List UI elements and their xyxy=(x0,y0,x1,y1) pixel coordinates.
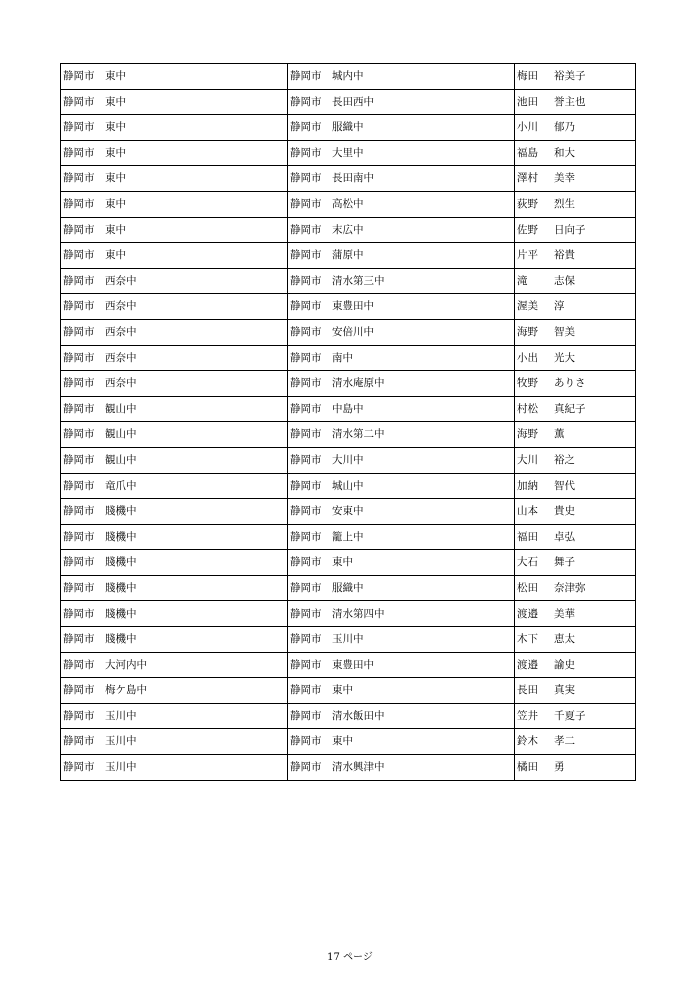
teacher-name-cell xyxy=(515,345,636,371)
former-city: 静岡市 xyxy=(63,530,95,543)
former-school: 西奈中 xyxy=(105,325,137,338)
new-school: 清水第二中 xyxy=(332,428,385,441)
new-school: 東中 xyxy=(332,556,353,569)
teacher-given-name: 淳 xyxy=(554,300,565,313)
new-school: 大川中 xyxy=(332,453,364,466)
teacher-surname: 松田 xyxy=(517,581,538,594)
teacher-name-cell xyxy=(515,294,636,320)
table-row xyxy=(61,140,636,166)
new-city: 静岡市 xyxy=(290,709,322,722)
former-school: 玉川中 xyxy=(105,735,137,748)
former-city: 静岡市 xyxy=(63,146,95,159)
table-row xyxy=(61,89,636,115)
teacher-name-cell xyxy=(515,166,636,192)
new-school: 服織中 xyxy=(332,121,364,134)
teacher-given-name: 和大 xyxy=(554,146,575,159)
teacher-given-name: 誉主也 xyxy=(554,95,586,108)
new-school-cell xyxy=(288,575,515,601)
new-school: 東中 xyxy=(332,735,353,748)
former-school-cell xyxy=(61,268,288,294)
new-school: 長田西中 xyxy=(332,95,374,108)
former-school-cell xyxy=(61,243,288,269)
new-city: 静岡市 xyxy=(290,95,322,108)
new-city: 静岡市 xyxy=(290,172,322,185)
teacher-name-cell xyxy=(515,64,636,90)
former-school-cell xyxy=(61,345,288,371)
teacher-name-cell xyxy=(515,319,636,345)
table-row xyxy=(61,652,636,678)
former-city: 静岡市 xyxy=(63,351,95,364)
former-school: 観山中 xyxy=(105,453,137,466)
transfer-table-body xyxy=(61,64,636,781)
former-city: 静岡市 xyxy=(63,172,95,185)
teacher-given-name: 奈津弥 xyxy=(554,581,586,594)
teacher-given-name: 勇 xyxy=(554,761,565,774)
former-city: 静岡市 xyxy=(63,223,95,236)
table-row xyxy=(61,319,636,345)
teacher-surname: 海野 xyxy=(517,325,538,338)
teacher-given-name: 恵太 xyxy=(554,633,575,646)
teacher-name-cell xyxy=(515,627,636,653)
teacher-name-cell xyxy=(515,191,636,217)
former-school-cell xyxy=(61,652,288,678)
transfer-table xyxy=(60,63,636,781)
new-school-cell xyxy=(288,652,515,678)
new-city: 静岡市 xyxy=(290,505,322,518)
new-city: 静岡市 xyxy=(290,761,322,774)
new-school-cell xyxy=(288,473,515,499)
new-school-cell xyxy=(288,755,515,781)
new-school: 末広中 xyxy=(332,223,364,236)
former-school: 東中 xyxy=(105,172,126,185)
new-school-cell xyxy=(288,371,515,397)
former-school: 東中 xyxy=(105,70,126,83)
new-city: 静岡市 xyxy=(290,684,322,697)
teacher-name-cell xyxy=(515,140,636,166)
former-school-cell xyxy=(61,729,288,755)
new-city: 静岡市 xyxy=(290,607,322,620)
new-school-cell xyxy=(288,115,515,141)
table-row xyxy=(61,550,636,576)
table-row xyxy=(61,447,636,473)
table-row xyxy=(61,166,636,192)
table-row xyxy=(61,755,636,781)
teacher-surname: 牧野 xyxy=(517,377,538,390)
new-school-cell xyxy=(288,89,515,115)
teacher-name-cell xyxy=(515,396,636,422)
new-school: 東中 xyxy=(332,684,353,697)
former-city: 静岡市 xyxy=(63,325,95,338)
former-school: 大河内中 xyxy=(105,658,147,671)
former-school: 東中 xyxy=(105,198,126,211)
page-number: 17 ページ xyxy=(327,952,373,963)
new-city: 静岡市 xyxy=(290,530,322,543)
teacher-surname: 滝 xyxy=(517,274,528,287)
new-city: 静岡市 xyxy=(290,479,322,492)
former-city: 静岡市 xyxy=(63,70,95,83)
new-school-cell xyxy=(288,447,515,473)
new-school-cell xyxy=(288,524,515,550)
former-city: 静岡市 xyxy=(63,121,95,134)
teacher-given-name: 烈生 xyxy=(554,198,575,211)
new-school: 清水第三中 xyxy=(332,274,385,287)
new-school-cell xyxy=(288,703,515,729)
former-school-cell xyxy=(61,601,288,627)
former-school: 東中 xyxy=(105,95,126,108)
former-city: 静岡市 xyxy=(63,581,95,594)
former-school: 賤機中 xyxy=(105,633,137,646)
table-row xyxy=(61,243,636,269)
table-row xyxy=(61,524,636,550)
teacher-given-name: 裕之 xyxy=(554,453,575,466)
teacher-surname: 池田 xyxy=(517,95,538,108)
teacher-name-cell xyxy=(515,601,636,627)
former-city: 静岡市 xyxy=(63,684,95,697)
new-school-cell xyxy=(288,499,515,525)
new-school-cell xyxy=(288,396,515,422)
former-city: 静岡市 xyxy=(63,761,95,774)
table-row xyxy=(61,601,636,627)
teacher-name-cell xyxy=(515,422,636,448)
former-school-cell xyxy=(61,191,288,217)
teacher-surname: 渡邉 xyxy=(517,658,538,671)
former-school-cell xyxy=(61,217,288,243)
former-city: 静岡市 xyxy=(63,658,95,671)
teacher-given-name: 薫 xyxy=(554,428,565,441)
teacher-name-cell xyxy=(515,550,636,576)
new-school: 東豊田中 xyxy=(332,658,374,671)
new-city: 静岡市 xyxy=(290,325,322,338)
former-school: 梅ケ島中 xyxy=(105,684,147,697)
former-school: 西奈中 xyxy=(105,300,137,313)
former-city: 静岡市 xyxy=(63,633,95,646)
table-row xyxy=(61,729,636,755)
new-city: 静岡市 xyxy=(290,633,322,646)
former-school-cell xyxy=(61,755,288,781)
new-school: 玉川中 xyxy=(332,633,364,646)
teacher-surname: 佐野 xyxy=(517,223,538,236)
teacher-name-cell xyxy=(515,268,636,294)
new-school: 清水庵原中 xyxy=(332,377,385,390)
new-school: 南中 xyxy=(332,351,353,364)
new-city: 静岡市 xyxy=(290,377,322,390)
new-school: 大里中 xyxy=(332,146,364,159)
former-school-cell xyxy=(61,550,288,576)
former-school: 東中 xyxy=(105,121,126,134)
former-school-cell xyxy=(61,319,288,345)
teacher-surname: 荻野 xyxy=(517,198,538,211)
teacher-given-name: 美幸 xyxy=(554,172,575,185)
new-school: 籠上中 xyxy=(332,530,364,543)
teacher-given-name: 諭史 xyxy=(554,658,575,671)
former-school: 賤機中 xyxy=(105,607,137,620)
table-row xyxy=(61,371,636,397)
new-school: 長田南中 xyxy=(332,172,374,185)
table-row xyxy=(61,473,636,499)
teacher-given-name: 美華 xyxy=(554,607,575,620)
teacher-surname: 鈴木 xyxy=(517,735,538,748)
teacher-surname: 村松 xyxy=(517,402,538,415)
new-school-cell xyxy=(288,601,515,627)
new-city: 静岡市 xyxy=(290,402,322,415)
teacher-given-name: 光大 xyxy=(554,351,575,364)
former-city: 静岡市 xyxy=(63,709,95,722)
teacher-name-cell xyxy=(515,703,636,729)
former-city: 静岡市 xyxy=(63,479,95,492)
table-row xyxy=(61,345,636,371)
new-city: 静岡市 xyxy=(290,453,322,466)
former-city: 静岡市 xyxy=(63,607,95,620)
new-city: 静岡市 xyxy=(290,70,322,83)
table-row xyxy=(61,217,636,243)
new-school-cell xyxy=(288,243,515,269)
former-school: 賤機中 xyxy=(105,556,137,569)
new-school: 高松中 xyxy=(332,198,364,211)
new-school-cell xyxy=(288,627,515,653)
teacher-given-name: 智代 xyxy=(554,479,575,492)
roster-sheet xyxy=(60,63,635,781)
new-school-cell xyxy=(288,345,515,371)
former-city: 静岡市 xyxy=(63,377,95,390)
new-city: 静岡市 xyxy=(290,581,322,594)
former-school-cell xyxy=(61,64,288,90)
new-school-cell xyxy=(288,422,515,448)
former-city: 静岡市 xyxy=(63,274,95,287)
former-school-cell xyxy=(61,499,288,525)
teacher-name-cell xyxy=(515,447,636,473)
teacher-name-cell xyxy=(515,678,636,704)
former-school: 賤機中 xyxy=(105,530,137,543)
new-school: 清水興津中 xyxy=(332,761,385,774)
teacher-given-name: 孝二 xyxy=(554,735,575,748)
teacher-given-name: 智美 xyxy=(554,325,575,338)
former-city: 静岡市 xyxy=(63,402,95,415)
new-school: 蒲原中 xyxy=(332,249,364,262)
teacher-name-cell xyxy=(515,575,636,601)
table-row xyxy=(61,64,636,90)
teacher-given-name: 郁乃 xyxy=(554,121,575,134)
teacher-surname: 渥美 xyxy=(517,300,538,313)
new-school: 服織中 xyxy=(332,581,364,594)
former-school: 東中 xyxy=(105,223,126,236)
new-city: 静岡市 xyxy=(290,249,322,262)
new-city: 静岡市 xyxy=(290,735,322,748)
new-school: 城山中 xyxy=(332,479,364,492)
new-school-cell xyxy=(288,166,515,192)
former-school-cell xyxy=(61,575,288,601)
former-school-cell xyxy=(61,627,288,653)
new-school-cell xyxy=(288,191,515,217)
new-city: 静岡市 xyxy=(290,658,322,671)
teacher-surname: 片平 xyxy=(517,249,538,262)
teacher-name-cell xyxy=(515,217,636,243)
table-row xyxy=(61,268,636,294)
former-school: 観山中 xyxy=(105,428,137,441)
former-school: 玉川中 xyxy=(105,709,137,722)
new-city: 静岡市 xyxy=(290,351,322,364)
table-row xyxy=(61,115,636,141)
teacher-name-cell xyxy=(515,89,636,115)
former-city: 静岡市 xyxy=(63,198,95,211)
new-school-cell xyxy=(288,550,515,576)
new-city: 静岡市 xyxy=(290,274,322,287)
teacher-given-name: 真紀子 xyxy=(554,402,586,415)
new-school-cell xyxy=(288,294,515,320)
teacher-surname: 小出 xyxy=(517,351,538,364)
former-school: 玉川中 xyxy=(105,761,137,774)
former-school: 賤機中 xyxy=(105,581,137,594)
former-school: 西奈中 xyxy=(105,377,137,390)
teacher-surname: 福島 xyxy=(517,146,538,159)
former-school-cell xyxy=(61,294,288,320)
teacher-name-cell xyxy=(515,473,636,499)
new-school-cell xyxy=(288,729,515,755)
teacher-name-cell xyxy=(515,499,636,525)
teacher-name-cell xyxy=(515,755,636,781)
new-city: 静岡市 xyxy=(290,223,322,236)
new-school: 安東中 xyxy=(332,505,364,518)
table-row xyxy=(61,396,636,422)
teacher-surname: 橘田 xyxy=(517,761,538,774)
former-city: 静岡市 xyxy=(63,453,95,466)
former-school-cell xyxy=(61,89,288,115)
teacher-name-cell xyxy=(515,115,636,141)
former-school-cell xyxy=(61,524,288,550)
table-row xyxy=(61,678,636,704)
new-school: 東豊田中 xyxy=(332,300,374,313)
teacher-surname: 木下 xyxy=(517,633,538,646)
former-school: 西奈中 xyxy=(105,351,137,364)
table-row xyxy=(61,575,636,601)
table-row xyxy=(61,703,636,729)
former-school-cell xyxy=(61,371,288,397)
former-school: 賤機中 xyxy=(105,505,137,518)
new-school-cell xyxy=(288,678,515,704)
new-school: 安倍川中 xyxy=(332,325,374,338)
new-school: 中島中 xyxy=(332,402,364,415)
teacher-surname: 澤村 xyxy=(517,172,538,185)
new-school-cell xyxy=(288,64,515,90)
new-city: 静岡市 xyxy=(290,428,322,441)
new-city: 静岡市 xyxy=(290,556,322,569)
former-city: 静岡市 xyxy=(63,95,95,108)
teacher-given-name: 裕貴 xyxy=(554,249,575,262)
teacher-given-name: 舞子 xyxy=(554,556,575,569)
former-school: 竜爪中 xyxy=(105,479,137,492)
new-school-cell xyxy=(288,140,515,166)
teacher-surname: 海野 xyxy=(517,428,538,441)
former-school-cell xyxy=(61,703,288,729)
former-city: 静岡市 xyxy=(63,428,95,441)
former-city: 静岡市 xyxy=(63,505,95,518)
teacher-name-cell xyxy=(515,371,636,397)
teacher-surname: 福田 xyxy=(517,530,538,543)
teacher-surname: 加納 xyxy=(517,479,538,492)
teacher-surname: 大石 xyxy=(517,556,538,569)
teacher-name-cell xyxy=(515,652,636,678)
teacher-surname: 梅田 xyxy=(517,70,538,83)
teacher-name-cell xyxy=(515,729,636,755)
new-city: 静岡市 xyxy=(290,300,322,313)
table-row xyxy=(61,422,636,448)
teacher-given-name: 裕美子 xyxy=(554,70,586,83)
former-school-cell xyxy=(61,473,288,499)
new-school-cell xyxy=(288,319,515,345)
teacher-name-cell xyxy=(515,243,636,269)
teacher-surname: 小川 xyxy=(517,121,538,134)
table-row xyxy=(61,191,636,217)
former-city: 静岡市 xyxy=(63,556,95,569)
new-school-cell xyxy=(288,268,515,294)
teacher-surname: 山本 xyxy=(517,505,538,518)
teacher-surname: 大川 xyxy=(517,453,538,466)
new-city: 静岡市 xyxy=(290,121,322,134)
teacher-given-name: 志保 xyxy=(554,274,575,287)
teacher-surname: 笠井 xyxy=(517,709,538,722)
new-school: 清水第四中 xyxy=(332,607,385,620)
teacher-name-cell xyxy=(515,524,636,550)
former-school-cell xyxy=(61,422,288,448)
teacher-given-name: 卓弘 xyxy=(554,530,575,543)
teacher-surname: 渡邉 xyxy=(517,607,538,620)
former-school-cell xyxy=(61,396,288,422)
teacher-given-name: 千夏子 xyxy=(554,709,586,722)
former-city: 静岡市 xyxy=(63,300,95,313)
new-city: 静岡市 xyxy=(290,198,322,211)
teacher-given-name: ありさ xyxy=(554,377,586,390)
new-school: 城内中 xyxy=(332,70,364,83)
former-school: 観山中 xyxy=(105,402,137,415)
table-row xyxy=(61,627,636,653)
teacher-surname: 長田 xyxy=(517,684,538,697)
former-city: 静岡市 xyxy=(63,249,95,262)
table-row xyxy=(61,294,636,320)
former-school-cell xyxy=(61,678,288,704)
new-city: 静岡市 xyxy=(290,146,322,159)
new-school: 清水飯田中 xyxy=(332,709,385,722)
former-school-cell xyxy=(61,140,288,166)
former-school-cell xyxy=(61,447,288,473)
table-row xyxy=(61,499,636,525)
teacher-given-name: 貴史 xyxy=(554,505,575,518)
former-city: 静岡市 xyxy=(63,735,95,748)
former-school: 東中 xyxy=(105,249,126,262)
teacher-given-name: 日向子 xyxy=(554,223,586,236)
former-school: 西奈中 xyxy=(105,274,137,287)
former-school: 東中 xyxy=(105,146,126,159)
former-school-cell xyxy=(61,115,288,141)
teacher-given-name: 真実 xyxy=(554,684,575,697)
former-school-cell xyxy=(61,166,288,192)
new-school-cell xyxy=(288,217,515,243)
